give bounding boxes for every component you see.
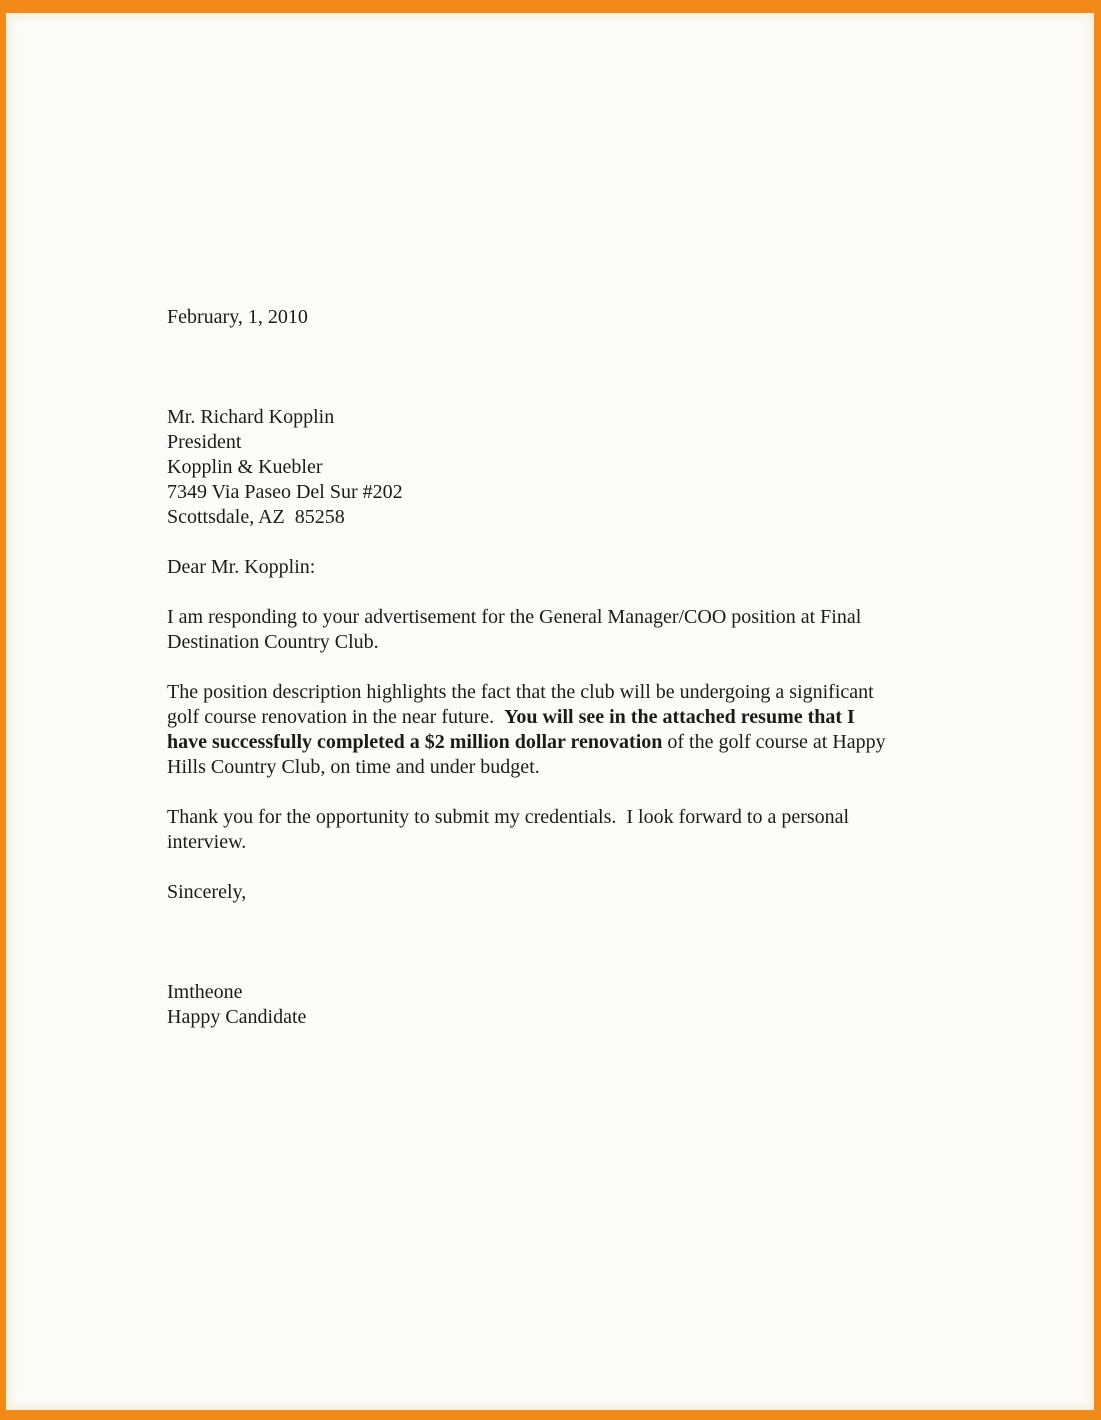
paragraph-intro — [167, 605, 1094, 655]
signature-block — [167, 980, 1094, 1030]
recipient-company: Kopplin & Kuebler — [167, 456, 323, 478]
paragraph-renovation-line-3-regular: of the golf course at Happy — [662, 731, 886, 753]
paragraph-renovation-line-2-regular: golf course renovation in the near future. — [167, 706, 505, 728]
recipient-name: Mr. Richard Kopplin — [167, 406, 335, 428]
paragraph-renovation-line-3-bold: have successfully completed a $2 million dollar renovation — [167, 731, 663, 753]
paragraph-renovation-line-2-bold: You will see in the attached resume that I — [504, 706, 855, 728]
closing-block — [167, 880, 1094, 905]
paragraph-renovation-line-3 — [167, 730, 1094, 755]
recipient-address-block — [167, 405, 1094, 530]
paragraph-renovation-line-2 — [167, 705, 1094, 730]
paragraph-thanks-line-2: interview. — [167, 831, 247, 853]
closing: Sincerely, — [167, 881, 247, 903]
recipient-title: President — [167, 431, 242, 453]
date-block — [167, 305, 1094, 330]
paragraph-renovation-line-1: The position description highlights the fact that the club will be undergoing a significant — [167, 681, 874, 703]
signature-title: Happy Candidate — [167, 1006, 307, 1028]
salutation-block — [167, 555, 1094, 580]
letter-content — [6, 13, 1094, 1030]
paragraph-thanks — [167, 805, 1094, 855]
paragraph-thanks-line-1: Thank you for the opportunity to submit my credentials. I look forward to a personal — [167, 806, 850, 828]
letter-date: February, 1, 2010 — [167, 306, 308, 328]
paragraph-intro-line-1: I am responding to your advertisement for the General Manager/COO position at Final — [167, 606, 862, 628]
salutation: Dear Mr. Kopplin: — [167, 556, 316, 578]
paragraph-renovation-line-4: Hills Country Club, on time and under budget. — [167, 756, 540, 778]
signature-name: Imtheone — [167, 981, 243, 1003]
paragraph-renovation — [167, 680, 1094, 780]
recipient-city-state-zip: Scottsdale, AZ 85258 — [167, 506, 345, 528]
paragraph-intro-line-2: Destination Country Club. — [167, 631, 379, 653]
letter-paper — [6, 13, 1094, 1410]
recipient-street: 7349 Via Paseo Del Sur #202 — [167, 481, 403, 503]
